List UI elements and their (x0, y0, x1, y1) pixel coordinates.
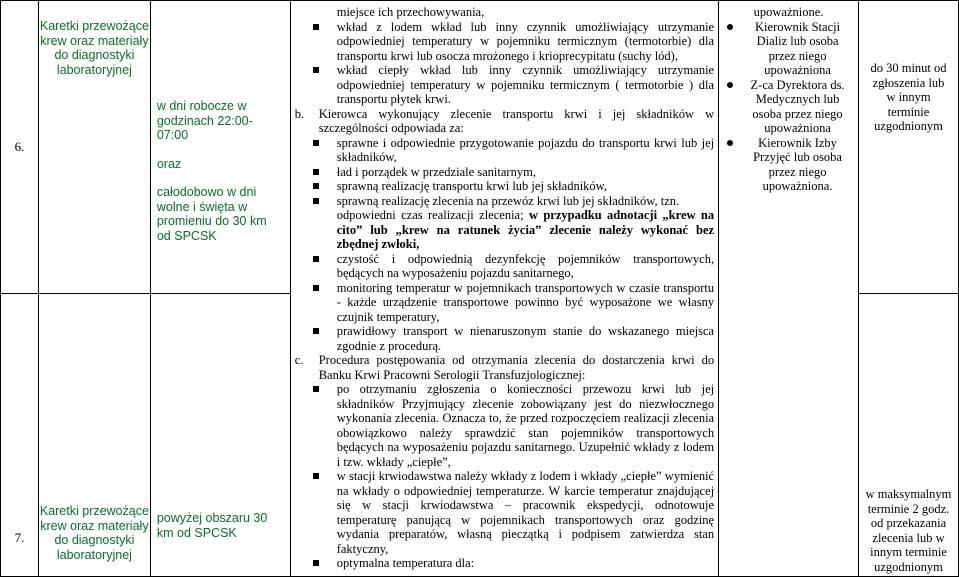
section-b: b. Kierowca wykonujący zlecenie transportu krwi i jej składników w szczególności odpowiada za: (294, 106, 715, 135)
row-number-6: 6. (1, 1, 39, 294)
row6-vehicle-text: Karetki przewożące krew oraz materiały do diagnostyki laboratoryjnej (39, 19, 149, 77)
row6-vehicle-cell (38, 1, 150, 294)
row7-vehicle-text: Karetki przewożące krew oraz materiały do diagnostyki laboratoryjnej (39, 504, 149, 562)
bullet-icon (313, 24, 319, 30)
bullet-icon (727, 140, 733, 146)
list-item: wkład z lodem wkład lub inny czynnik umożliwiający utrzymanie odpowiedniej temperatury w pojemniku termicznym (termotorbie) dla transportu krwi lub osocza mrożonego i krioprecypitatu (suchy lód), (295, 20, 714, 64)
row6-time-text: do 30 minut od zgłoszenia lub w innym terminie uzgodnionym (870, 61, 947, 133)
bullet-icon (313, 183, 319, 189)
bullet-icon (313, 169, 319, 175)
list-item: prawidłowy transport w nienaruszonym stanie do wskazanego miejsca zgodnie z procedurą. (295, 324, 714, 353)
row6-schedule-cell (150, 1, 290, 294)
list-item: Kierownik Stacji Dializ lub osoba przez niego upoważniona (725, 20, 852, 78)
row7-vehicle-cell (38, 294, 150, 577)
procedure-text-cell (290, 1, 718, 577)
list-item: sprawną realizację zlecenia na przewóz krwi lub jej składników, tzn. (295, 194, 714, 209)
row7-time-cell (859, 294, 959, 577)
list-item: sprawną realizację transportu krwi lub jej składników, (295, 179, 714, 194)
row6-time-cell (859, 1, 959, 294)
section-c: c. Procedura postępowania od otrzymania zlecenia do dostarczenia krwi do Banku Krwi Pracowni Serologii Transfuzjologicznej: (294, 353, 715, 382)
bullet-icon (727, 24, 733, 30)
list-item: monitoring temperatur w pojemnikach transportowych w czasie transportu - każde urządzenie transportowe powinno być wyposażone we własny czujnik temperatury, (295, 281, 714, 325)
list-item: optymalna temperatura dla: (295, 556, 714, 571)
row7-time-text: w maksymalnym terminie 2 godz. od przekazania zlecenia lub w innym terminie uzgodnionym (865, 487, 952, 574)
authorized-top-line: upoważnione. (753, 5, 824, 19)
authorized-persons-cell (719, 1, 859, 577)
list-item: w stacji krwiodawstwa należy wkłady z lodem i wkłady „ciepłe” wymienić na wkłady o odpowiedniej temperaturze. W karcie temperatur znajdującej się w stacji krwiodawstwa – pracownik ekspedycji, odnotowuje temperaturę panującą w pojemnikach transportowych oraz godzinę wydania preparatów, własną pieczątką i podpisem zatwierdza stan faktyczny, (295, 469, 714, 556)
bullet-icon (313, 560, 319, 566)
list-item: po otrzymaniu zgłoszenia o konieczności przewozu krwi lub jej składników Przyjmujący zlecenie zobowiązany jest do niezwłocznego wykonania zlecenia. Oznacza to, że przed rozpoczęciem realizacji zlecenia obowiązkowo należy sprawdzić stan pojemników transportowych będących na wyposażeniu pojazdu sanitarnego. Uzupełnić wkłady z lodem i tzw. wkłady „ciepłe”, (295, 382, 714, 469)
intro-text: miejsce ich przechowywania, (336, 5, 485, 19)
bullet-icon (313, 140, 319, 146)
row7-schedule-cell (150, 294, 290, 577)
bullet-icon (313, 256, 319, 262)
row6-schedule-2: oraz (156, 156, 182, 171)
list-item: sprawne i odpowiednie przygotowanie pojazdu do transportu krwi lub jej składników, (295, 136, 714, 165)
list-item: Kierownik Izby Przyjęć lub osoba przez niego upoważniona. (725, 136, 852, 194)
bullet-icon (313, 285, 319, 291)
bullet-icon (313, 328, 319, 334)
bullet-icon (313, 386, 319, 392)
list-item: wkład ciepły wkład lub inny czynnik umożliwiający utrzymanie odpowiedniej temperatury w pojemniku termicznym ( termotorbie ) dla transportu płytek krwi. (295, 63, 714, 107)
urgent-note: odpowiedni czas realizacji zlecenia; w przypadku adnotacji „krew na cito” lub „krew na ratunek życia” zlecenie należy wykonać bez zbędnej zwłoki, (336, 208, 715, 251)
bullet-icon (313, 198, 319, 204)
bullet-icon (313, 473, 319, 479)
row7-schedule-text: powyżej obszaru 30 km od SPCSK (156, 511, 268, 540)
list-item: ład i porządek w przedziale sanitarnym, (295, 165, 714, 180)
row6-schedule-3: całodobowo w dni wolne i święta w promieniu do 30 km od SPCSK (156, 185, 267, 243)
list-item: czystość i odpowiednią dezynfekcję pojemników transportowych, będących na wyposażeniu pojazdu sanitarnego, (295, 252, 714, 281)
bullet-icon (727, 82, 733, 88)
list-item: Z-ca Dyrektora ds. Medycznych lub osoba przez niego upoważniona (725, 78, 852, 136)
row-number-7: 7. (1, 294, 39, 577)
bullet-icon (313, 67, 319, 73)
row6-schedule-1: w dni robocze w godzinach 22:00-07:00 (156, 99, 253, 142)
